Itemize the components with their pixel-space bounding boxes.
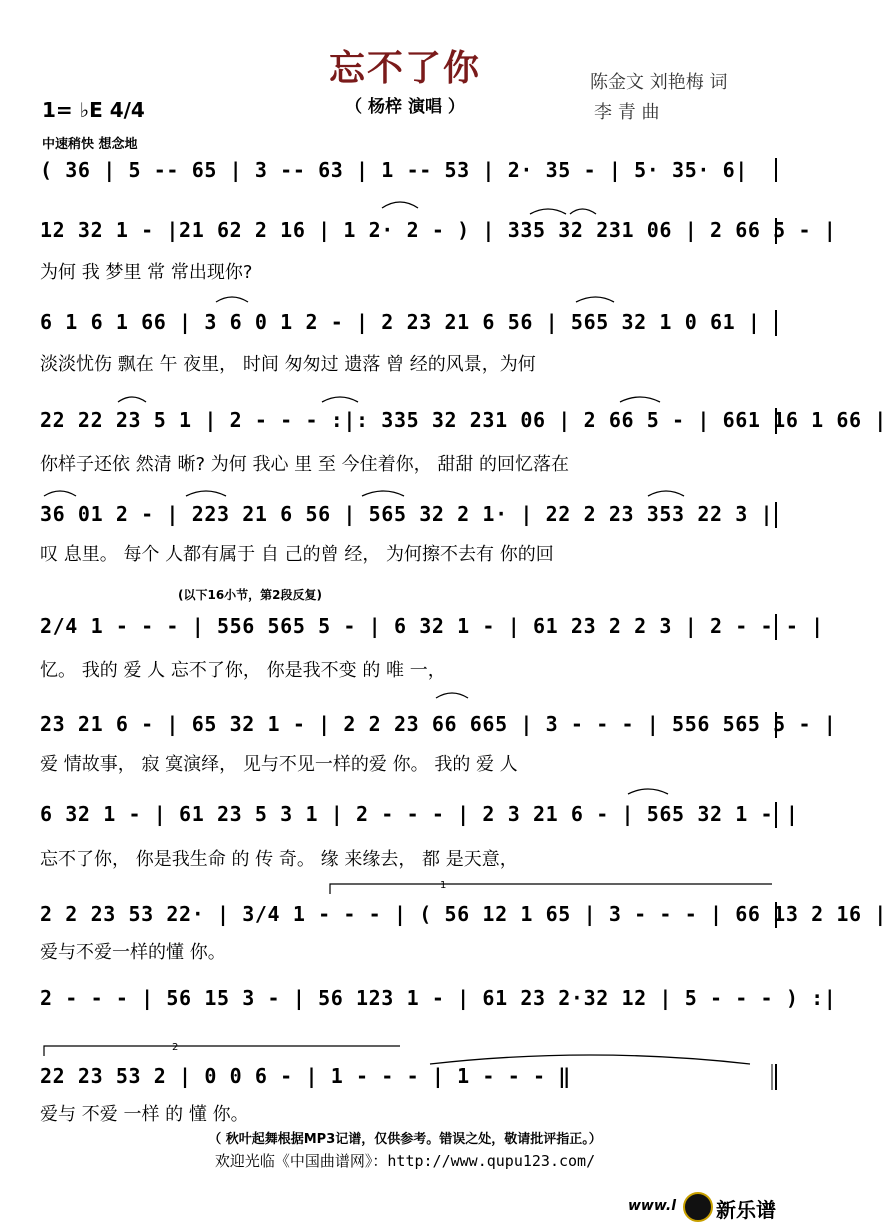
logo-text: 新乐谱: [716, 1198, 776, 1222]
notation-line: 2/4 1 - - - | 556 565 5 - | 6 32 1 - | 61 23 2 2 3 | 2 - - - |: [40, 614, 824, 638]
logo-disc-icon: [683, 1192, 713, 1222]
lyric-line: 忆。 我的 爱 人 忘不了你， 你是我不变 的 唯 一，: [40, 660, 446, 681]
notation-line: 2 2 23 53 22· | 3/4 1 - - - | ( 56 12 1 65 | 3 - - - | 66 13 2 16 |: [40, 902, 887, 926]
volta-1-label: 1: [440, 880, 447, 891]
lyric-line: 忘不了你， 你是我生命 的 传 奇。 缘 来缘去， 都 是天意，: [40, 849, 518, 870]
notation-line: 12 32 1 - |21 62 2 16 | 1 2· 2 - ) | 335 32 231 06 | 2 66 5 - |: [40, 218, 837, 242]
lyric-line: 你样子还依 然清 晰? 为何 我心 里 至 今住着你， 甜甜 的回忆落在: [40, 454, 570, 475]
tempo-marking: 中速稍快 想念地: [42, 137, 138, 152]
singer: （ 杨梓 演唱 ）: [345, 97, 465, 117]
notation-line: ( 36 | 5 -- 65 | 3 -- 63 | 1 -- 53 | 2· 35 - | 5· 35· 6|: [40, 158, 748, 182]
lyricist-credit: 陈金文 刘艳梅 词: [590, 72, 728, 93]
repeat-instruction: (以下16小节，第2段反复): [178, 588, 323, 602]
lyric-line: 爱与 不爱 一样 的 懂 你。: [40, 1104, 249, 1125]
key-signature: 1= ♭E 4/4: [42, 98, 145, 122]
notation-line: 6 1 6 1 66 | 3 6 0 1 2 - | 2 23 21 6 56 | 565 32 1 0 61 |: [40, 310, 761, 334]
notation-line: 22 22 23 5 1 | 2 - - - :|: 335 32 231 06 | 2 66 5 - | 661 16 1 66 |: [40, 408, 887, 432]
lyric-line: 淡淡忧伤 飘在 午 夜里， 时间 匆匆过 遗落 曾 经的风景，为何: [40, 354, 536, 375]
lyric-line: 叹 息里。 每个 人都有属于 自 己的曾 经， 为何擦不去有 你的回: [40, 544, 554, 565]
volta-2-label: 2: [172, 1042, 179, 1053]
lyric-line: 爱 情故事， 寂 寞演绎， 见与不见一样的爱 你。 我的 爱 人: [40, 754, 518, 775]
composer-credit: 李 青 曲: [594, 102, 660, 123]
notation-line: 36 01 2 - | 223 21 6 56 | 565 32 2 1· | 22 2 23 353 22 3 |: [40, 502, 774, 526]
lyric-line: 爱与不爱一样的懂 你。: [40, 942, 226, 963]
watermark-url: www.l: [628, 1198, 677, 1214]
title: 忘不了你: [328, 48, 481, 89]
disclaimer: （ 秋叶起舞根据MP3记谱，仅供参考。错误之处，敬请批评指正。）: [208, 1132, 602, 1147]
lyric-line: 为何 我 梦里 常 常出现你?: [40, 262, 253, 283]
notation-line: 2 - - - | 56 15 3 - | 56 123 1 - | 61 23 2·32 12 | 5 - - - ) :|: [40, 986, 837, 1010]
notation-line: 6 32 1 - | 61 23 5 3 1 | 2 - - - | 2 3 21 6 - | 565 32 1 - |: [40, 802, 799, 826]
site-link[interactable]: 欢迎光临《中国曲谱网》：http://www.qupu123.com/: [214, 1152, 596, 1170]
notation-line: 22 23 53 2 | 0 0 6 - | 1 - - - | 1 - - - ‖: [40, 1064, 571, 1088]
notation-line: 23 21 6 - | 65 32 1 - | 2 2 23 66 665 | 3 - - - | 556 565 5 - |: [40, 712, 837, 736]
